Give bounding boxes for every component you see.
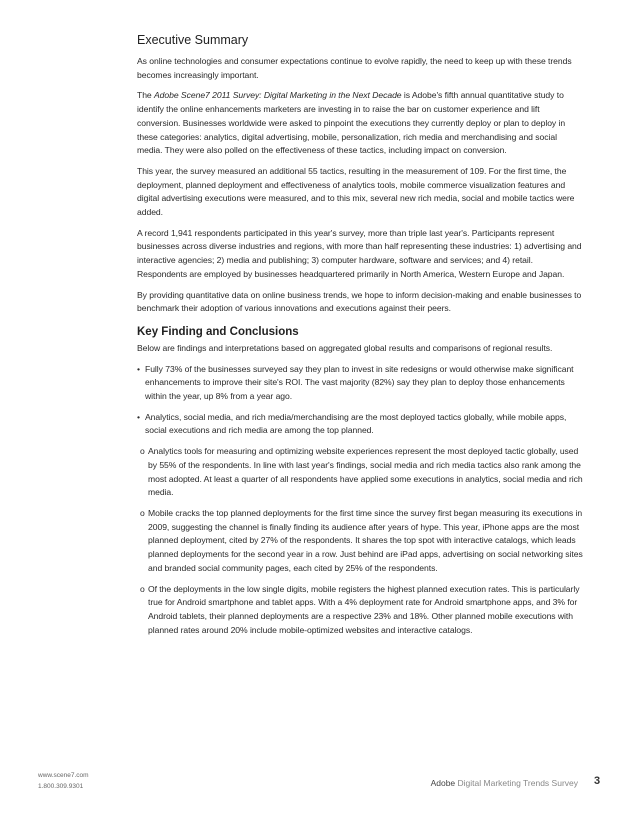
body-paragraph: A record 1,941 respondents participated in this year's survey, more than triple last year's. Participants represent businesses across diverse industries and regions, with more than half representing these industries: 1) advertising and interactive agencies; 2) media and publishing; 3) computer hardware, software and services; and 4) retail. Respondents are employed by businesses headquartered primarily in North America, Western Europe and Japan. — [137, 227, 582, 279]
footer-phone: 1.800.309.9301 — [38, 783, 84, 790]
sub-item-text: Of the deployments in the low single digits, mobile registers the highest planned execution rates. This is particularly true for Android smartphone and tablet apps. With a 4% deployment rate for Android smartphone apps, and 3% for Android tablets, their planned deployments are a respective 23% and 18%. Other planned mobile executions with planned rates around 20% include mobile-optimized websites and interactive catalogs. — [148, 583, 580, 635]
bullet-mark: • — [137, 363, 141, 374]
survey-title: Adobe Scene7 2011 Survey: Digital Marketing in the Next Decade — [154, 90, 402, 101]
bullet-text: Analytics, social media, and rich media/merchandising are the most deployed tactics globally, while mobile apps, social executions and rich media are among the top planned. — [145, 411, 567, 436]
sub-mark: o — [140, 507, 145, 518]
body-paragraph: By providing quantitative data on online business trends, we hope to inform decision-making and enable businesses to benchmark their adoption of various innovations and executions against their peers. — [137, 289, 582, 314]
sub-item-text: Analytics tools for measuring and optimizing website experiences represent the most deployed tactic globally, used by 55% of the respondents. In line with last year's findings, social media and rich media tactics also rank among the most adopted. At least a quarter of all respondents have applied some executions in analytics, social media and rich media. — [148, 446, 583, 498]
footer-title — [431, 778, 578, 788]
key-findings-intro: Below are findings and interpretations based on aggregated global results and comparisons of regional results. — [137, 342, 553, 353]
footer-website[interactable]: www.scene7.com — [38, 772, 89, 779]
sub-mark: o — [140, 446, 145, 457]
bullet-item — [137, 411, 583, 438]
main-content — [137, 33, 583, 644]
footer-brand: Adobe — [430, 778, 456, 788]
footer-survey-name: Digital Marketing Trends Survey — [455, 778, 578, 788]
bullet-mark: • — [137, 411, 141, 422]
body-paragraph: This year, the survey measured an additional 55 tactics, resulting in the measurement of 109. For the first time, the deployment, planned deployment and effectiveness of analytics tools, mobile commerce visualization features and digital advertising executions were measured, and to this mix, several new rich media, social and mobile tactics were added. — [137, 165, 575, 218]
bullet-text: Fully 73% of the businesses surveyed say they plan to invest in site redesigns or would otherwise make significant enhancements to improve their site's ROI. The vast majority (82%) say they plan to deploy those enhancements within the year, up 8% from a year ago. — [145, 363, 574, 402]
survey-rest: is Adobe's fifth annual quantitative study to identify the online enhancements marketers are investing in to raise the bar on customer experience and lift conversion. Businesses worldwide were asked to pinpoint the executions they currently deploy or plan to deploy in these categories: analytics, digital advertising, mobile, personalization, rich media and merchandising and social media. They were also polled on the effectiveness of these tactics, including impact on conversion. — [137, 90, 566, 156]
sub-item — [137, 507, 583, 576]
sub-item-text: Mobile cracks the top planned deployments for the first time since the survey first began measuring its executions in 2009, suggesting the channel is finally finding its audience after years of hype. This year, iPhone apps are the most planned deployment, cited by 27% of the respondents. It shares the top spot with interactive catalogs, which leads planned deployments for the second year in a row. Just behind are iPad apps, advertising on social networking sites and branded social community pages, each cited by 25% of the respondents. — [148, 507, 583, 573]
sub-mark: o — [140, 583, 145, 594]
survey-paragraph — [137, 89, 583, 158]
key-findings-heading: Key Finding and Conclusions — [137, 325, 299, 338]
intro-paragraph: As online technologies and consumer expectations continue to evolve rapidly, the need to keep up with these trends becomes increasingly important. — [137, 56, 572, 80]
sub-item — [137, 445, 583, 500]
survey-lead: The — [137, 90, 154, 101]
section-heading: Executive Summary — [137, 33, 249, 47]
page-number: 3 — [594, 775, 601, 787]
sub-item — [137, 583, 583, 638]
bullet-item — [137, 363, 583, 404]
footer-contact — [38, 770, 89, 792]
